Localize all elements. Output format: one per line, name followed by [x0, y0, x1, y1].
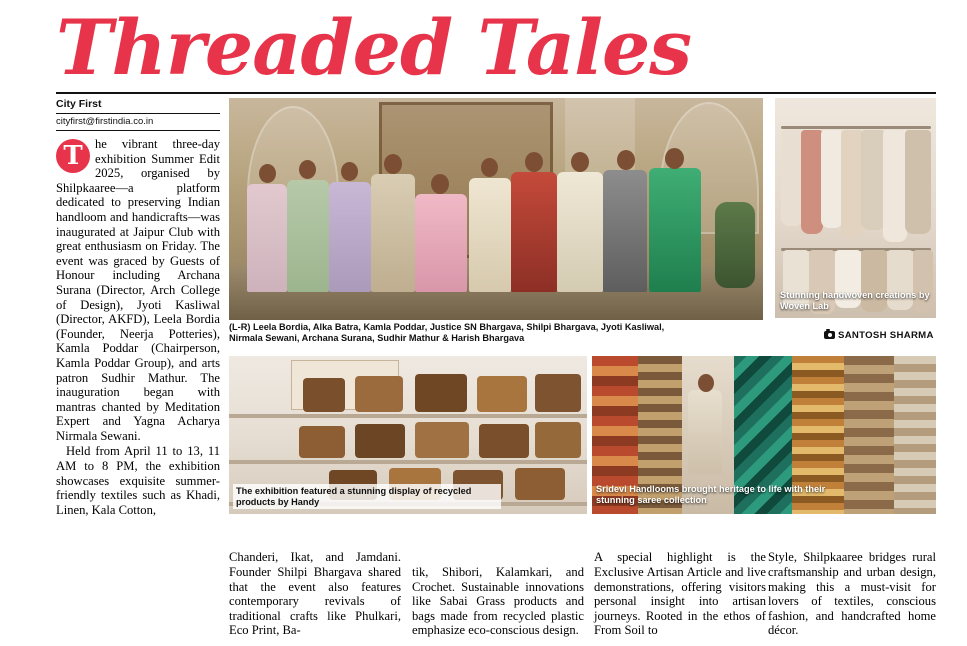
photographer-name: SANTOSH SHARMA [838, 330, 934, 341]
drop-cap: T [56, 139, 90, 173]
bottom-column-1: Chanderi, Ikat, and Jamdani. Founder Shilpi Bhargava shared that the event also features contemporary revivals of traditional crafts like Phulkari, Eco Print, Ba- [229, 550, 401, 638]
email-divider [56, 130, 220, 131]
page-title: Threaded Tales [56, 3, 692, 92]
saree-panel [844, 356, 894, 514]
bag [415, 374, 467, 412]
person [329, 182, 371, 292]
person [511, 172, 557, 292]
section-kicker: City First [56, 98, 102, 110]
person [688, 390, 722, 474]
garment [801, 130, 823, 234]
decor-plant [715, 202, 755, 288]
person [649, 168, 701, 292]
photo-credit [824, 330, 934, 341]
person [247, 184, 287, 292]
handy-photo [229, 356, 587, 514]
garment [781, 130, 803, 226]
article-body [56, 137, 220, 517]
bag [415, 422, 469, 458]
article-paragraph: he vibrant three-day exhibition Summer Edit 2025, organised by Shilpkaaree—a platform dedicated to preserving Indian handloom and handicrafts—was inaugurated at Jaipur Club with great enthusiasm on Friday. The event was graced by Guests of Honour including Archana Surana (Director, Arch College of Design), Jyoti Kasliwal (Director, AKFD), Leela Bordia (Founder, Neerja Potteries), Kamla Poddar (Chairperson, Kamla Poddar Group), and arts patron Sudhir Mathur. The inauguration began with mantras chanted by Meditation Expert and Yagna Acharya Nirmala Sewani. [56, 137, 220, 443]
bag [355, 424, 405, 458]
garment [883, 130, 907, 242]
rack-bar [781, 126, 931, 129]
bag [535, 422, 581, 458]
bag [355, 376, 403, 412]
bag [303, 378, 345, 412]
garment [821, 130, 843, 228]
masthead-divider [56, 92, 936, 94]
saree-panel [894, 356, 936, 514]
person-head [571, 152, 589, 172]
bottom-column-3: A special highlight is the Exclusive Artisan Article and live demonstrations, offering visitors personal insight into artisan journeys. Rooted in the ethos of From Soil to [594, 550, 766, 638]
sridevi-photo [592, 356, 936, 514]
person-seated [415, 194, 467, 292]
left-column [56, 98, 220, 638]
garment [841, 130, 863, 238]
bag [479, 424, 529, 458]
bag [477, 376, 527, 412]
person [557, 172, 603, 292]
group-photo-caption: (L-R) Leela Bordia, Alka Batra, Kamla Poddar, Justice SN Bhargava, Shilpi Bhargava, Jyoti Kasliwal, Nirmala Sewani, Archana Surana, Sudhir Mathur & Harish Bhargava [229, 322, 665, 343]
group-photo [229, 98, 763, 320]
person [371, 174, 415, 292]
person [469, 178, 511, 292]
woven-lab-photo [775, 98, 936, 318]
shelf-edge [229, 460, 587, 464]
bottom-column-2: tik, Shibori, Kalamkari, and Crochet. Sustainable innovations like Sabai Grass products and bags made from recycled plastic emphasize eco-conscious design. [412, 565, 584, 638]
sridevi-caption: Sridevi Handlooms brought heritage to life with their stunning saree collection [596, 484, 826, 505]
person-head [698, 374, 714, 392]
bottom-column-4: Style, Shilpkaaree bridges rural craftsmanship and urban design, making this a must-visit for lovers of textiles, conscious fashion, and handcrafted home décor. [768, 550, 936, 638]
camera-icon [824, 331, 835, 339]
bag [535, 374, 581, 412]
garment [905, 130, 931, 234]
bag [299, 426, 345, 458]
bag [515, 468, 565, 500]
person-head [384, 154, 402, 174]
person-head [259, 164, 276, 183]
person-head [431, 174, 449, 194]
woven-lab-caption: Stunning handwoven creations by Woven Lab [780, 290, 930, 311]
person-head [525, 152, 543, 172]
article-paragraph: Held from April 11 to 13, 11 AM to 8 PM, the exhibition showcases exquisite summer-friendly textiles such as Khadi, Linen, Kala Cotton, [56, 444, 220, 517]
kicker-divider [56, 113, 220, 114]
person-head [341, 162, 358, 181]
person-head [665, 148, 684, 169]
person-head [481, 158, 498, 177]
contact-email: cityfirst@firstindia.co.in [56, 116, 154, 127]
person-head [617, 150, 635, 170]
shelf-edge [229, 414, 587, 418]
person-head [299, 160, 316, 179]
person [287, 180, 329, 292]
handy-caption: The exhibition featured a stunning display of recycled products by Handy [233, 484, 501, 509]
garment [861, 130, 885, 230]
person [603, 170, 647, 292]
